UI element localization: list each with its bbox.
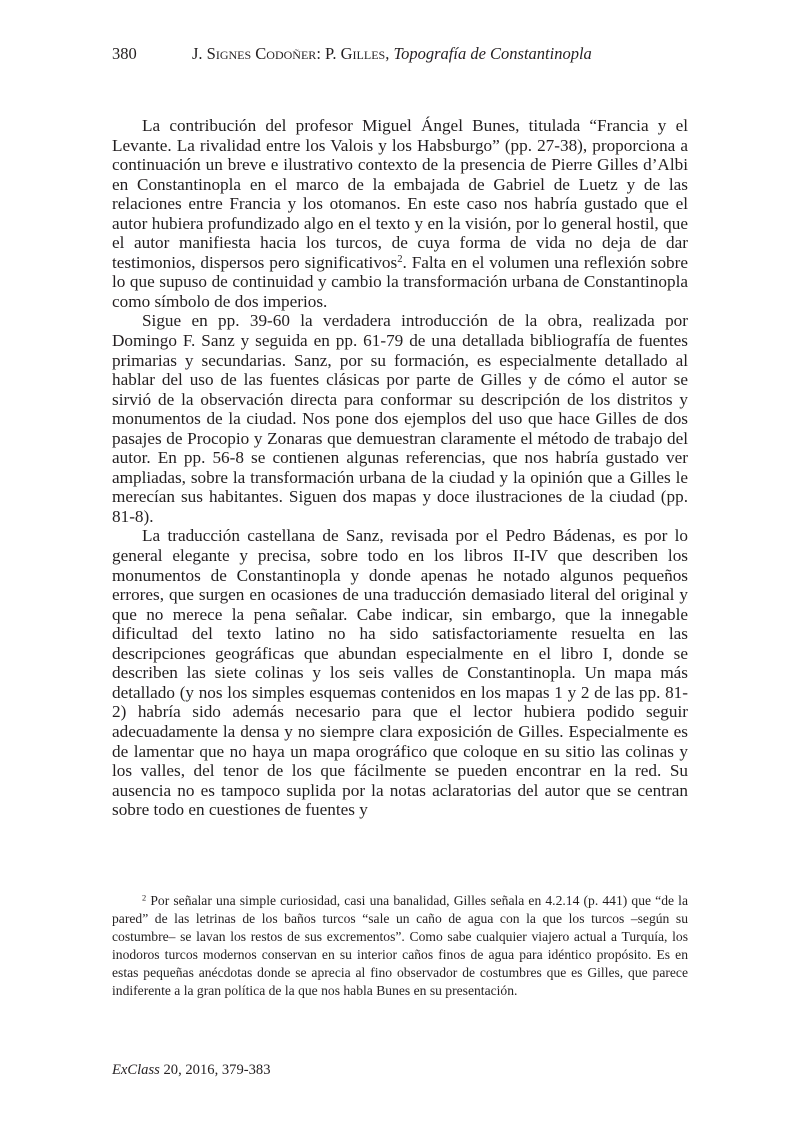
- paragraph-1-text: La contribución del profesor Miguel Ángel Bunes, titulada “Francia y el Levante. La rivalidad entre los Valois y los Habsburgo” (pp. 27-38), proporciona a continuación un breve e ilustrativo contexto de la presencia de Pierre Gilles d’Albi en Constantinopla en el marco de la embajada de Gabriel de Luetz y de las relaciones entre Francia y los otomanos. En este caso nos habría gustado que el autor hubiera profundizado algo en el texto y en la visión, por lo general hostil, que el autor manifiesta hacia los turcos, de cuya forma de vida no deja de dar testimonios, dispersos pero significativos: [112, 116, 688, 272]
- running-title: [192, 44, 592, 64]
- footnotes: [112, 892, 688, 1001]
- paragraph-3: La traducción castellana de Sanz, revisada por el Pedro Bádenas, es por lo general elegante y precisa, sobre todo en los libros II-IV que describen los monumentos de Constantinopla y donde apenas he notado algunos pequeños errores, que surgen en ocasiones de una traducción demasiado literal del original y que no merece la pena señalar. Cabe indicar, sin embargo, que la innegable dificultad del texto latino no ha sido satisfactoriamente resuelta en las descripciones geográficas que abundan especialmente en el libro I, donde se describen las siete colinas y los seis valles de Constantinopla. Un mapa más detallado (y nos los simples esquemas contenidos en los mapas 1 y 2 de las pp. 81-2) habría sido además necesario para que el lector hubiera podido seguir adecuadamente la densa y no siempre clara exposición de Gilles. Especialmente es de lamentar que no haya un mapa orográfico que coloque en su sitio las colinas y los valles, del tenor de los que fácilmente se pueden encontrar en la red. Su ausencia no es tampoco suplida por la notas aclaratorias del autor que se centran sobre todo en cuestiones de fuentes y: [112, 526, 688, 820]
- main-text: [112, 116, 688, 820]
- journal-citation: 20, 2016, 379-383: [159, 1062, 271, 1078]
- header-comma: ,: [385, 44, 394, 63]
- review-author: J. Signes Codoñer: [192, 44, 317, 63]
- page-footer: [112, 1062, 271, 1079]
- paragraph-1-text-cont: . Falta en el volumen una reflexión sobre lo que supuso de continuidad y cambio la transformación urbana de Constantinopla como símbolo de dos imperios.: [112, 252, 688, 311]
- paragraph-1: [112, 116, 688, 311]
- footnote-marker: 2: [142, 892, 147, 903]
- footnote-2: [112, 892, 688, 1001]
- footnote-text: Por señalar una simple curiosidad, casi una banalidad, Gilles señala en 4.2.14 (p. 441) que “de la pared” de las letrinas de los baños turcos “sale un caño de agua con la que los turcos –según su costumbre– se lavan los restos de sus excrementos”. Como sabe cualquier viajero actual a Turquía, los inodoros turcos modernos conservan en su interior caños finos de agua para idéntico propósito. Es en estas pequeñas anécdotas donde se aprecia al fino observador de costumbres que es Gilles, que parece indiferente a la gran política de la que nos habla Bunes en su presentación.: [112, 893, 688, 999]
- reviewed-author: P. Gilles: [325, 44, 386, 63]
- book-title: Topografía de Constantinopla: [393, 44, 592, 63]
- journal-name: ExClass: [112, 1062, 160, 1078]
- page-number: 380: [112, 44, 137, 63]
- footnote-reference[interactable]: 2: [397, 253, 403, 265]
- header-separator: :: [316, 44, 326, 63]
- paragraph-2: Sigue en pp. 39-60 la verdadera introducción de la obra, realizada por Domingo F. Sanz y seguida en pp. 61-79 de una detallada bibliografía de fuentes primarias y secundarias. Sanz, por su formación, es especialmente detallado al hablar del uso de las fuentes clásicas por parte de Gilles y de cómo el autor se sirvió de la observación directa para conformar su descripción de los distritos y monumentos de la ciudad. Nos pone dos ejemplos del uso que hace Gilles de dos pasajes de Procopio y Zonaras que demuestran claramente el método de trabajo del autor. En pp. 56-8 se contienen algunas referencias, que nos habría gustado ver ampliadas, sobre la transformación urbana de la ciudad y la opinión que a Gilles le merecían sus habitantes. Siguen dos mapas y doce ilustraciones de la ciudad (pp. 81-8).: [112, 311, 688, 526]
